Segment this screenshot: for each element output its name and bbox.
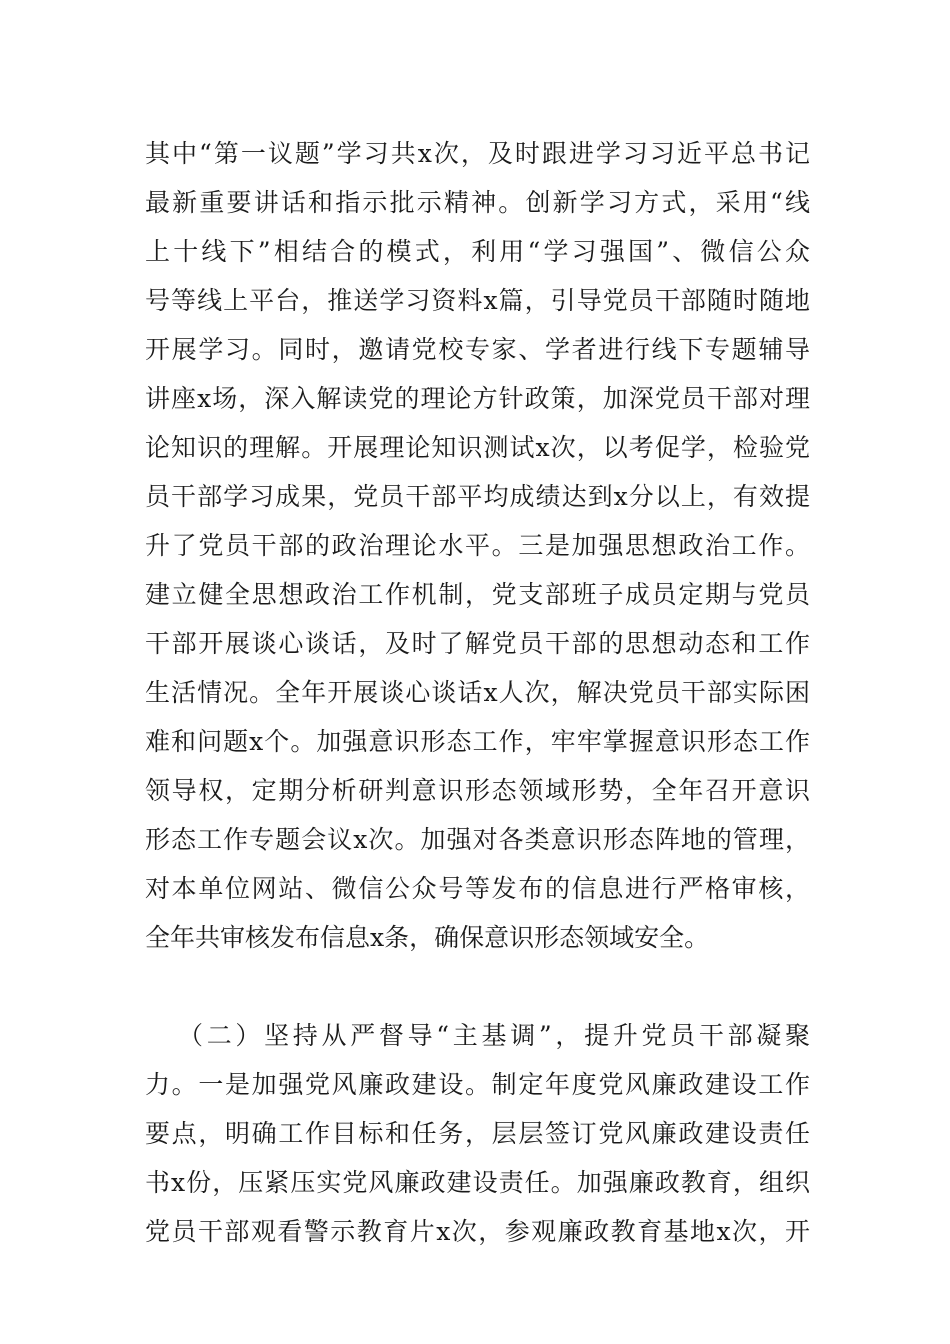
text-line: 建立健全思想政治工作机制，党支部班子成员定期与党员 [145, 580, 810, 609]
text-line: 力。一是加强党风廉政建设。制定年度党风廉政建设工作 [145, 1070, 810, 1099]
paragraph-continued-study [145, 129, 810, 962]
text-line: 开展学习。同时，邀请党校专家、学者进行线下专题辅导 [145, 335, 810, 364]
text-line: 最新重要讲话和指示批示精神。创新学习方式，采用“线 [145, 188, 810, 217]
section-heading-line: （二）坚持从严督导“主基调”，提升党员干部凝聚 [178, 1021, 810, 1050]
text-line: 要点，明确工作目标和任务，层层签订党风廉政建设责任 [145, 1119, 810, 1148]
text-line: 干部开展谈心谈话，及时了解党员干部的思想动态和工作 [145, 629, 810, 658]
text-line: 上十线下”相结合的模式，利用“学习强国”、微信公众 [145, 237, 810, 266]
text-line: 其中“第一议题”学习共x次，及时跟进学习习近平总书记 [145, 139, 810, 168]
text-line: 书x份，压紧压实党风廉政建设责任。加强廉政教育，组织 [145, 1168, 810, 1197]
text-line: 党员干部观看警示教育片x次，参观廉政教育基地x次，开 [145, 1217, 810, 1246]
text-line: 讲座x场，深入解读党的理论方针政策，加深党员干部对理 [145, 384, 810, 413]
text-line: 对本单位网站、微信公众号等发布的信息进行严格审核， [145, 874, 810, 903]
text-line: 领导权，定期分析研判意识形态领域形势，全年召开意识 [145, 776, 810, 805]
paragraph-strict-supervision [145, 1011, 810, 1256]
text-line: 生活情况。全年开展谈心谈话x人次，解决党员干部实际困 [145, 678, 810, 707]
text-line: 员干部学习成果，党员干部平均成绩达到x分以上，有效提 [145, 482, 810, 511]
text-line: 升了党员干部的政治理论水平。三是加强思想政治工作。 [145, 531, 810, 560]
text-line: 难和问题x个。加强意识形态工作，牢牢掌握意识形态工作 [145, 727, 810, 756]
text-line: 形态工作专题会议x次。加强对各类意识形态阵地的管理， [145, 825, 810, 854]
text-line: 论知识的理解。开展理论知识测试x次，以考促学，检验党 [145, 433, 810, 462]
text-line: 全年共审核发布信息x条，确保意识形态领域安全。 [145, 923, 710, 952]
text-line: 号等线上平台，推送学习资料x篇，引导党员干部随时随地 [145, 286, 810, 315]
